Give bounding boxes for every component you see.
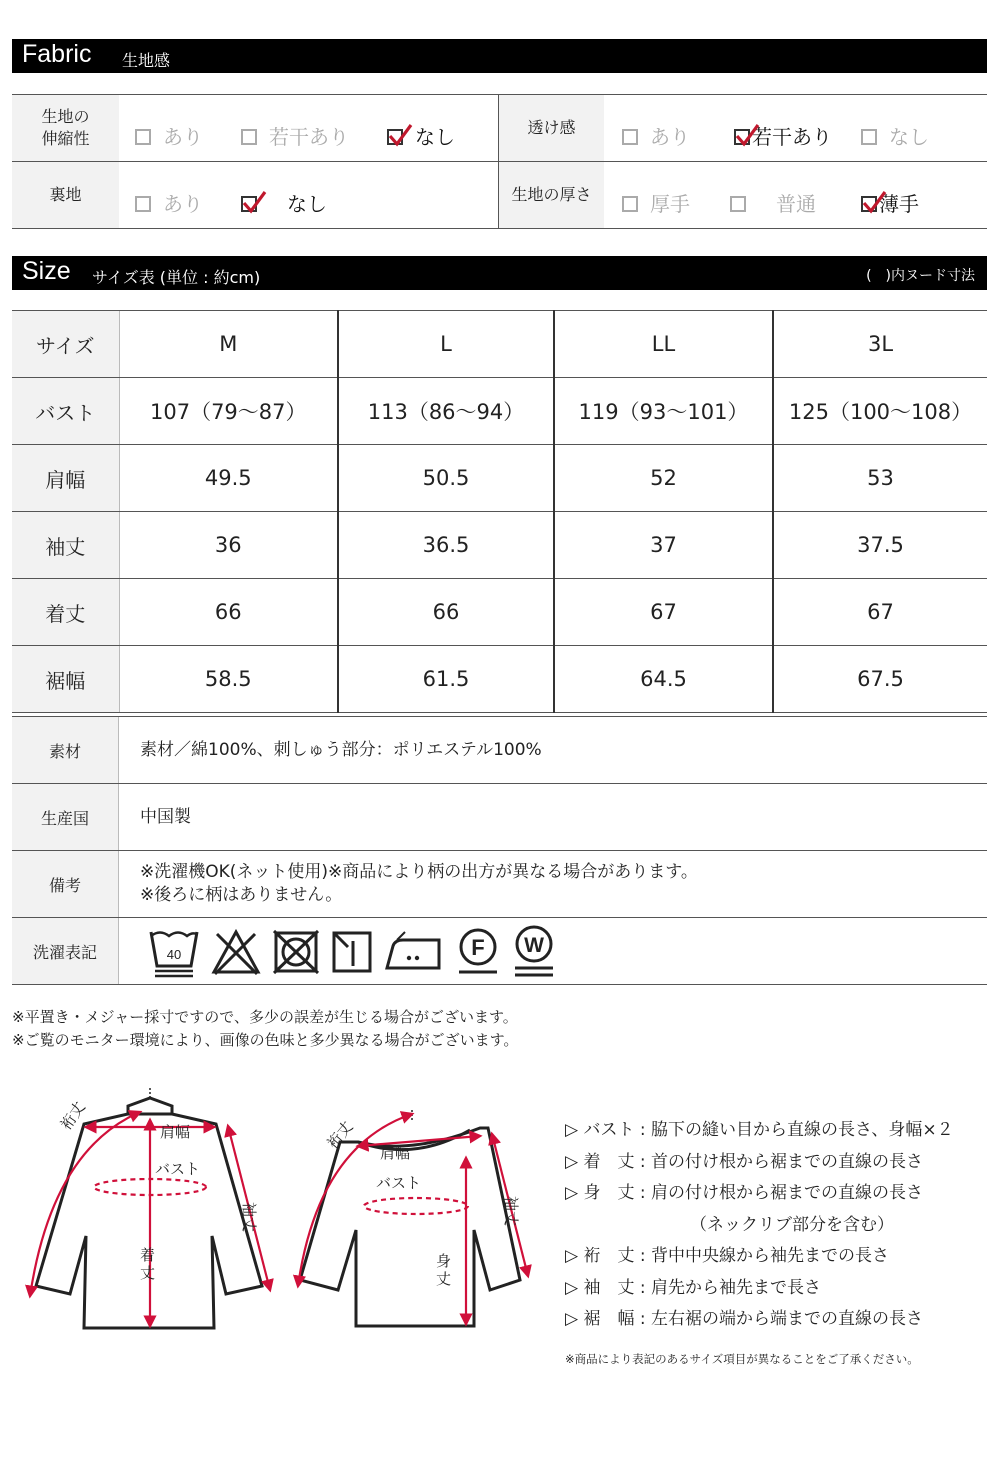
option-label: 厚手 — [650, 192, 690, 216]
table-cell: 50.5 — [338, 445, 554, 512]
option-label: 若干あり — [752, 125, 832, 149]
checked-checkbox-icon[interactable] — [861, 196, 877, 212]
table-header-cell: サイズ — [12, 311, 119, 378]
sheer-option-jakkan[interactable] — [734, 121, 832, 150]
legend-item: ▷ 裾 幅 : 左右裾の端から端までの直線の長さ — [565, 1309, 924, 1329]
stretch-option-nashi[interactable] — [387, 121, 455, 150]
label-yuki: 裄丈 — [56, 1098, 89, 1134]
size-header — [12, 256, 987, 290]
sheer-label: 透け感 — [499, 95, 604, 161]
dry-clean-f-icon — [455, 927, 501, 977]
lining-option-ari[interactable] — [135, 188, 203, 217]
table-cell: 67.5 — [773, 646, 987, 713]
table-row — [12, 311, 987, 378]
option-label: 薄手 — [879, 192, 919, 216]
lining-label: 裏地 — [12, 162, 119, 228]
table-cell: 58.5 — [119, 646, 338, 713]
legend-footnote: ※商品により表記のあるサイズ項目が異なることをご了承ください。 — [565, 1352, 919, 1366]
checked-checkbox-icon[interactable] — [241, 196, 257, 212]
care-label: 洗濯表記 — [12, 918, 119, 984]
option-label: なし — [287, 192, 327, 216]
material-value: 素材／綿100%、刺しゅう部分：ポリエステル100% — [140, 739, 542, 760]
size-table — [12, 310, 987, 713]
info-row-care — [12, 918, 987, 985]
stretch-label-line2: 伸縮性 — [41, 129, 90, 148]
legend-item: （ネックリブ部分を含む） — [690, 1214, 894, 1235]
table-row-label: バスト — [12, 378, 119, 445]
label-yuki-tshirt: 裄丈 — [323, 1117, 357, 1153]
option-label: なし — [889, 125, 929, 149]
stretch-label — [12, 95, 119, 161]
checked-checkbox-icon[interactable] — [734, 129, 750, 145]
fabric-subtitle: 生地感 — [122, 51, 171, 70]
checkbox-icon[interactable] — [861, 129, 877, 145]
checkbox-icon[interactable] — [135, 129, 151, 145]
note-line-2: ※ご覧のモニター環境により、画像の色味と多少異なる場合がございます。 — [12, 1031, 519, 1049]
label-char: 丈 — [436, 1270, 452, 1288]
info-row-origin — [12, 784, 987, 851]
option-label: あり — [650, 125, 690, 149]
legend-item: ▷ バスト : 脇下の縫い目から直線の長さ、身幅×２ — [565, 1120, 954, 1140]
remarks-line-2: ※後ろに柄はありません。 — [140, 885, 343, 905]
table-header-cell: M — [119, 311, 338, 378]
label-mitake — [436, 1252, 451, 1288]
care-w-text: W — [524, 934, 544, 957]
table-cell: 67 — [554, 579, 773, 646]
origin-label: 生産国 — [12, 784, 119, 850]
wet-clean-w-icon — [511, 924, 557, 980]
table-cell: 61.5 — [338, 646, 554, 713]
label-char: 丈 — [140, 1264, 156, 1282]
checkbox-icon[interactable] — [730, 196, 746, 212]
fabric-row-2 — [12, 162, 987, 229]
size-subtitle: サイズ表 (単位 : 約cm) — [92, 268, 261, 287]
label-bust-tshirt: バスト — [376, 1174, 422, 1192]
measurement-diagram — [0, 1080, 560, 1340]
table-cell: 49.5 — [119, 445, 338, 512]
remarks-value — [140, 851, 698, 917]
checkbox-icon[interactable] — [241, 129, 257, 145]
material-label: 素材 — [12, 717, 119, 783]
checked-checkbox-icon[interactable] — [387, 129, 403, 145]
checkbox-icon[interactable] — [622, 196, 638, 212]
legend-item: ▷ 裄 丈 : 背中中央線から袖先までの長さ — [565, 1246, 890, 1266]
table-row-label: 肩幅 — [12, 445, 119, 512]
option-label: あり — [163, 192, 203, 216]
no-bleach-icon — [211, 928, 261, 976]
sheer-option-ari[interactable] — [622, 121, 690, 150]
remarks-label: 備考 — [12, 851, 119, 917]
size-note: ( )内ヌード寸法 — [866, 268, 975, 284]
table-cell: 125（100～108） — [773, 378, 987, 445]
sheer-option-nashi[interactable] — [861, 121, 929, 150]
thickness-option-usude[interactable] — [861, 188, 919, 217]
origin-value: 中国製 — [140, 806, 191, 827]
table-row-label: 裾幅 — [12, 646, 119, 713]
table-cell: 113（86～94） — [338, 378, 554, 445]
checkbox-icon[interactable] — [135, 196, 151, 212]
option-label: 若干あり — [269, 125, 349, 149]
fabric-table — [12, 94, 987, 229]
iron-low-icon — [383, 928, 445, 976]
table-row — [12, 512, 987, 579]
info-row-remarks — [12, 851, 987, 918]
label-kitake — [140, 1246, 155, 1282]
wash-temp-text: 40 — [166, 947, 182, 962]
lining-option-nashi[interactable] — [241, 188, 327, 217]
table-row — [12, 378, 987, 445]
no-tumble-dry-icon — [271, 928, 321, 976]
table-cell: 36 — [119, 512, 338, 579]
care-f-text: F — [471, 935, 485, 960]
table-cell: 119（93～101） — [554, 378, 773, 445]
label-char: 身 — [436, 1252, 452, 1270]
option-label: 普通 — [776, 192, 816, 216]
table-row — [12, 445, 987, 512]
label-sodetake-tshirt: 袖丈 — [502, 1196, 520, 1227]
table-cell: 36.5 — [338, 512, 554, 579]
stretch-label-line1: 生地の — [41, 107, 90, 126]
checkbox-icon[interactable] — [622, 129, 638, 145]
stretch-option-jakkan[interactable] — [241, 121, 349, 150]
thickness-label: 生地の厚さ — [499, 162, 604, 228]
label-katahaba-tshirt: 肩幅 — [380, 1144, 411, 1162]
option-label: あり — [163, 125, 203, 149]
info-row-material — [12, 717, 987, 784]
table-cell: 67 — [773, 579, 987, 646]
table-cell: 64.5 — [554, 646, 773, 713]
notes — [12, 1006, 518, 1052]
table-cell: 66 — [119, 579, 338, 646]
measurement-legend — [565, 1115, 954, 1336]
table-header-cell: L — [338, 311, 554, 378]
table-row-label: 着丈 — [12, 579, 119, 646]
table-row-label: 袖丈 — [12, 512, 119, 579]
stretch-option-ari[interactable] — [135, 121, 203, 150]
fabric-header — [12, 39, 987, 73]
table-header-cell: 3L — [773, 311, 987, 378]
wash-40-icon — [147, 926, 201, 978]
table-row — [12, 579, 987, 646]
legend-item: ▷ 袖 丈 : 肩先から袖先まで長さ — [565, 1277, 822, 1298]
label-char: 着 — [140, 1246, 156, 1264]
label-sodetake: 袖丈 — [240, 1202, 258, 1233]
table-header-cell: LL — [554, 311, 773, 378]
table-cell: 107（79～87） — [119, 378, 338, 445]
info-table — [12, 716, 987, 985]
table-cell: 37.5 — [773, 512, 987, 579]
legend-item: ▷ 着 丈 : 首の付け根から裾までの直線の長さ — [565, 1151, 924, 1172]
label-bust: バスト — [155, 1160, 201, 1178]
remarks-line-1: ※洗濯機OK(ネット使用)※商品により柄の出方が異なる場合があります。 — [140, 862, 698, 882]
label-katahaba: 肩幅 — [160, 1123, 191, 1141]
line-dry-shade-icon — [331, 928, 373, 976]
fabric-row-1 — [12, 95, 987, 162]
option-label: なし — [415, 125, 455, 149]
table-row — [12, 646, 987, 713]
table-cell: 37 — [554, 512, 773, 579]
thickness-option-atsude[interactable] — [622, 188, 690, 217]
care-icons — [147, 924, 557, 980]
table-cell: 53 — [773, 445, 987, 512]
fabric-title: Fabric — [22, 40, 92, 68]
thickness-option-futsu[interactable] — [730, 188, 816, 217]
table-cell: 66 — [338, 579, 554, 646]
note-line-1: ※平置き・メジャー採寸ですので、多少の誤差が生じる場合がございます。 — [12, 1008, 518, 1026]
table-cell: 52 — [554, 445, 773, 512]
size-title: Size — [22, 257, 71, 285]
legend-item: ▷ 身 丈 : 肩の付け根から裾までの直線の長さ — [565, 1183, 924, 1203]
